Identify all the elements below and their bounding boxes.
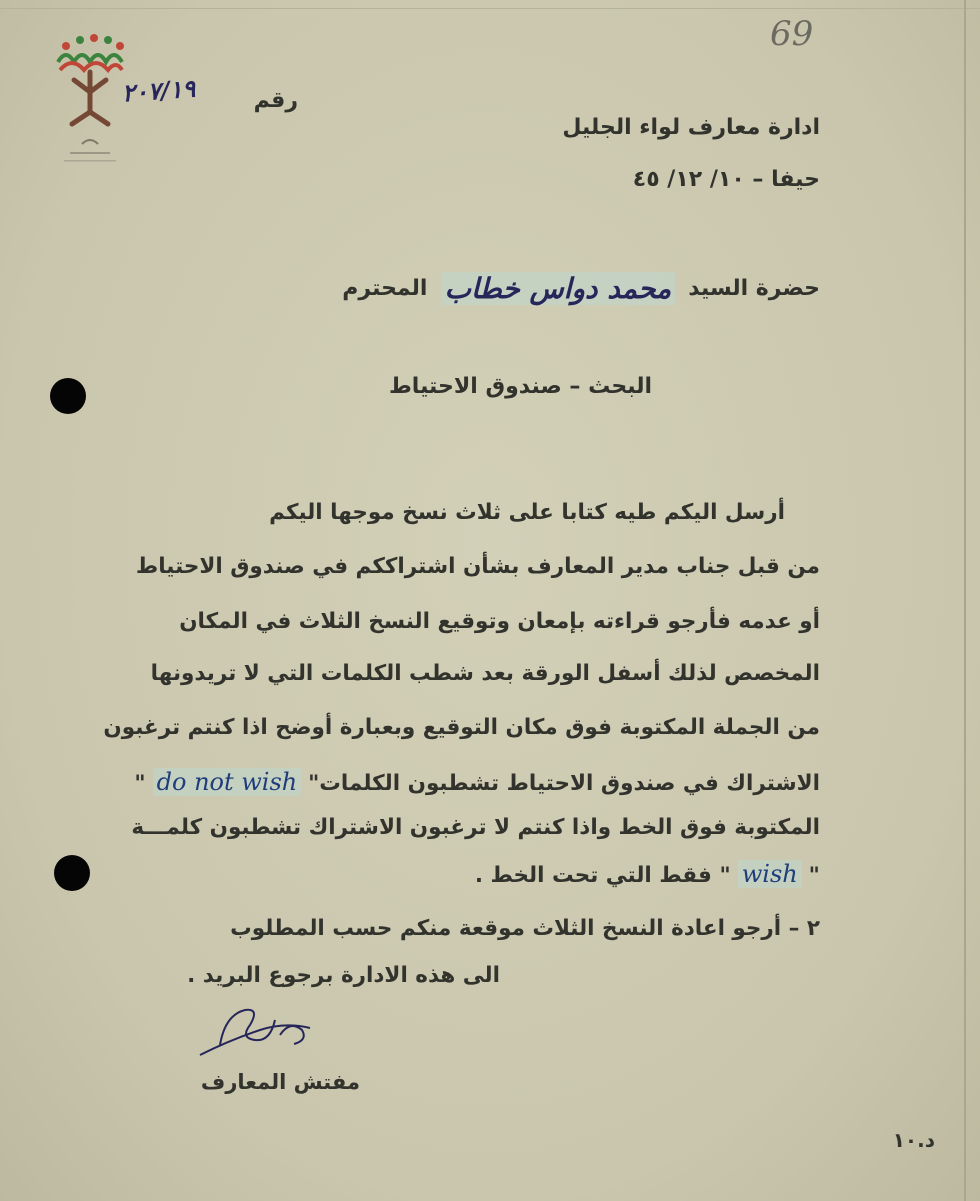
salutation (342, 272, 820, 305)
handwritten-signature (190, 1000, 320, 1065)
body-line-8-text: " فقط التي تحت الخط . (474, 863, 731, 888)
subject-line: البحث – صندوق الاحتياط (388, 374, 652, 399)
punch-hole (54, 855, 90, 891)
recipient-name: محمد دواس خطاب (441, 272, 676, 305)
body-line-6-end: " (134, 771, 146, 796)
handwritten-wish: wish (738, 860, 802, 888)
body-line-8 (475, 860, 820, 888)
body-line-6 (134, 768, 820, 796)
body-line-5: من الجملة المكتوبة فوق مكان التوقيع وبعبارة أوضح اذا كنتم ترغبون (103, 715, 820, 740)
organization-header: ادارة معارف لواء الجليل (562, 115, 820, 140)
reference-label: رقم (253, 88, 298, 113)
body-line-4: المخصص لذلك أسفل الورقة بعد شطب الكلمات التي لا تريدونها (150, 661, 820, 686)
handwritten-do-not-wish: do not wish (153, 768, 302, 796)
body-line-8-quote: " (808, 863, 820, 888)
page-top-edge (0, 8, 980, 9)
body-line-6-text: الاشتراك في صندوق الاحتياط تشطبون الكلمات" (308, 771, 820, 796)
archive-tree-logo (52, 32, 128, 182)
signer-title: مفتش المعارف (200, 1070, 360, 1094)
salutation-prefix: حضرة السيد (688, 276, 820, 301)
body-line-3: أو عدمه فأرجو قراءته بإمعان وتوقيع النسخ الثلاث في المكان (179, 609, 820, 634)
body-line-2: من قبل جناب مدير المعارف بشأن اشتراككم في صندوق الاحتياط (135, 554, 820, 579)
place-date: حيفا – ١٠/ ١٢/ ٤٥ (632, 167, 820, 192)
footer-code: د.١٠ (892, 1128, 935, 1152)
page-number: 69 (770, 14, 814, 54)
body-line-7: المكتوبة فوق الخط واذا كنتم لا ترغبون الاشتراك تشطبون كلمـــة (131, 815, 820, 840)
body-line-9: ٢ – أرجو اعادة النسخ الثلاث موقعة منكم حسب المطلوب (230, 916, 820, 941)
body-line-10: الى هذه الادارة برجوع البريد . (187, 963, 500, 988)
reference-number: ٢٠٧/١٩ (121, 73, 197, 108)
body-line-1: أرسل اليكم طيه كتابا على ثلاث نسخ موجها اليكم (269, 500, 785, 525)
punch-hole (50, 378, 86, 414)
salutation-suffix: المحترم (342, 276, 428, 301)
page-right-edge (964, 0, 966, 1201)
